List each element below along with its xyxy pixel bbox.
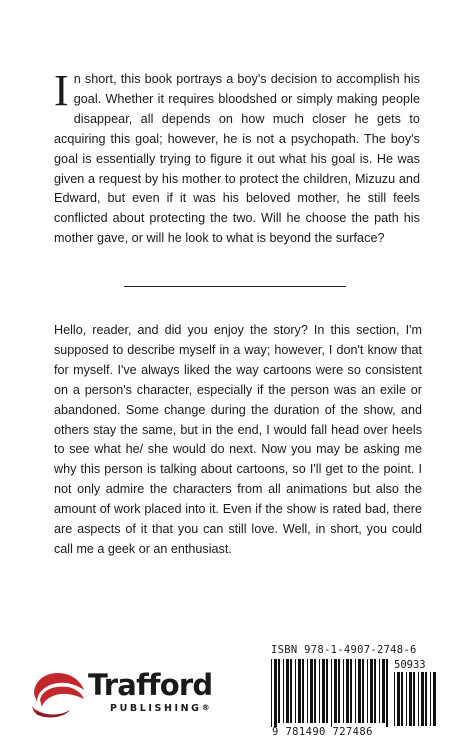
- barcode-bar: [418, 672, 419, 726]
- barcode-bar: [278, 659, 280, 723]
- barcode-bar: [386, 659, 388, 727]
- publisher-logo: [28, 666, 258, 726]
- publisher-name: Trafford: [88, 668, 213, 702]
- barcode-bar: [326, 659, 328, 723]
- barcode-bar: [413, 672, 415, 726]
- barcode-bar: [334, 659, 337, 723]
- barcode-bar: [286, 659, 289, 723]
- barcode-bar: [331, 659, 332, 727]
- barcode-bar: [310, 659, 313, 723]
- barcode-bar: [322, 659, 325, 723]
- barcode-bar: [283, 659, 284, 723]
- trademark-symbol: ®: [201, 703, 210, 712]
- barcode-bar: [401, 672, 403, 726]
- barcode-bar: [409, 672, 412, 726]
- barcode-bar: [350, 659, 352, 723]
- barcode-bar: [367, 659, 368, 723]
- barcode-bar: [433, 672, 436, 726]
- ean-barcode-bars: [271, 659, 389, 727]
- addon-barcode-bars: [394, 672, 436, 726]
- publisher-subtitle: PUBLISHING®: [110, 703, 210, 714]
- barcode-bar: [355, 659, 356, 723]
- barcode-digits: 9 781490 727486: [272, 726, 373, 738]
- drop-cap: I: [54, 66, 69, 115]
- barcode-bar: [362, 659, 364, 723]
- barcode-bar: [430, 672, 431, 726]
- barcode-bar: [406, 672, 407, 726]
- about-author-text: Hello, reader, and did you enjoy the story? In this section, I'm supposed to describe myself in a way; however, I don't know that for myself. I've always liked the way cartoons were so consistent on a person's character, especially if the person was an exile or abandoned. Some change during the duration of the show, and others stay the same, but in the end, I would fall head over heels to see what he/ she would do next. Now you may be asking me why this person is talking about cartoons, so I'll get to the point. I not only admire the characters from all animations but also the amount of work placed into it. Even if the show is rated bad, there are aspects of it that you can still love. Well, in short, you could call me a geek or an enthusiast.: [54, 323, 422, 556]
- barcode-bar: [295, 659, 296, 723]
- barcode-bar: [314, 659, 316, 723]
- section-divider: [124, 286, 346, 287]
- trafford-emblem-icon: [28, 666, 90, 724]
- barcode-bar: [421, 672, 424, 726]
- barcode-bar: [394, 672, 395, 726]
- barcode-bar: [290, 659, 292, 723]
- isbn-barcode: [266, 642, 442, 740]
- barcode-bar: [298, 659, 301, 723]
- barcode-bar: [274, 659, 277, 727]
- barcode-bar: [379, 659, 380, 723]
- about-author: [54, 321, 422, 560]
- price-code: 50933: [394, 659, 426, 671]
- barcode-bar: [346, 659, 349, 723]
- isbn-label: ISBN 978-1-4907-2748-6: [271, 644, 417, 656]
- barcode-bar: [271, 659, 272, 727]
- barcode-bar: [370, 659, 373, 723]
- barcode-bar: [302, 659, 304, 723]
- barcode-bar: [338, 659, 340, 723]
- barcode-bar: [343, 659, 344, 723]
- barcode-bar: [374, 659, 376, 723]
- book-blurb: [54, 66, 420, 249]
- blurb-text: n short, this book portrays a boy's decision to accomplish his goal. Whether it requires bloodshed or simply making people disappear, all depends on how much closer he gets to acquiring this goal; however, he is not a psychopath. The boy's goal is essentially trying to figure it out what his goal is. He was given a request by his mother to protect the children, Mizuzu and Edward, but even if it was his beloved mother, he still feels conflicted about protecting the two. Will he choose the path his mother gave, or will he look to what is beyond the surface?: [54, 72, 420, 246]
- barcode-bar: [307, 659, 308, 723]
- barcode-bar: [382, 659, 385, 723]
- barcode-bar: [319, 659, 320, 723]
- barcode-bar: [397, 672, 400, 726]
- barcode-bar: [425, 672, 427, 726]
- barcode-bar: [358, 659, 361, 723]
